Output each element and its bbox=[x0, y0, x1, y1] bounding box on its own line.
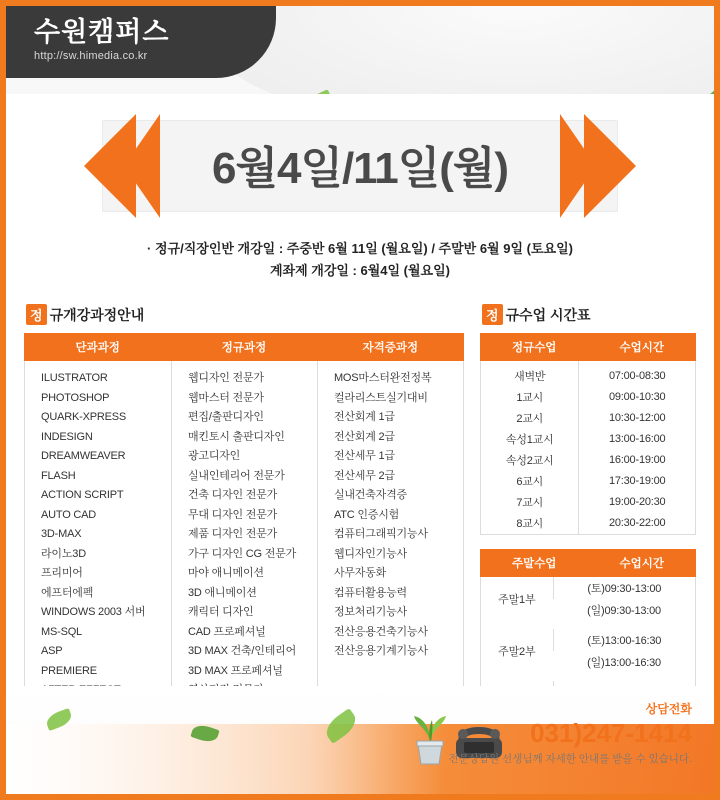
course-item: ILUSTRATOR bbox=[41, 372, 108, 384]
weekday-class-time: 19:00-20:30 bbox=[579, 492, 696, 513]
course-item: 웹마스터 전문가 bbox=[187, 391, 264, 404]
course-item: ATC 인증시험 bbox=[333, 508, 400, 521]
course-item: 3D-MAX bbox=[41, 528, 82, 540]
hero-title: 6월4일/11일(월) bbox=[212, 144, 508, 193]
course-item: WINDOWS 2003 서버 bbox=[41, 606, 146, 618]
course-item: CAD 프로페셔널 bbox=[187, 625, 266, 638]
contact-phone[interactable]: 031)247-1414 bbox=[530, 718, 692, 748]
table-row bbox=[480, 629, 695, 651]
table-row-spacer bbox=[480, 673, 695, 681]
weekday-class-time: 13:00-16:00 bbox=[579, 429, 696, 450]
campus-name: 수원캠퍼스 bbox=[34, 17, 170, 47]
course-item: FLASH bbox=[41, 469, 76, 482]
weekend-class-time: (일)09:30-13:00 bbox=[587, 604, 661, 617]
page-header bbox=[6, 6, 714, 94]
table-row bbox=[480, 577, 695, 599]
course-item: 편집/출판디자인 bbox=[187, 411, 264, 423]
course-item: 가구 디자인 CG 전문가 bbox=[187, 547, 297, 560]
course-item: 전산세무 1급 bbox=[333, 450, 395, 462]
footer-white-fade bbox=[6, 724, 445, 794]
table-row bbox=[480, 387, 695, 408]
weekday-header-table bbox=[480, 333, 696, 361]
schedule-section-lead: 정 bbox=[482, 304, 503, 325]
schedule-section-title bbox=[480, 304, 696, 325]
weekday-header-1: 수업시간 bbox=[588, 334, 696, 361]
course-item: 캐릭터 디자인 bbox=[187, 606, 254, 618]
course-col-header-1: 정규과정 bbox=[171, 334, 317, 361]
weekday-class-name: 1교시 bbox=[516, 392, 544, 404]
course-item: 전산응용건축기능사 bbox=[333, 625, 428, 638]
weekday-header-0: 정규수업 bbox=[480, 334, 588, 361]
spacer-cell bbox=[480, 621, 695, 629]
course-item: MOS마스터완전정복 bbox=[333, 372, 432, 384]
course-item: INDESIGN bbox=[41, 430, 93, 443]
table-row bbox=[480, 361, 695, 387]
weekend-class-name: 주말1부 bbox=[498, 593, 536, 606]
weekday-class-name: 7교시 bbox=[516, 497, 544, 509]
main-content bbox=[6, 304, 714, 731]
course-item: 실내건축자격증 bbox=[333, 489, 407, 501]
course-section-title bbox=[24, 304, 464, 325]
course-column-1 bbox=[171, 361, 317, 730]
plant-icon bbox=[408, 710, 452, 766]
notice-line-1: · 정규/직장인반 개강일 : 주중반 6월 11일 (월요일) / 주말반 6월 9일 (토요일) bbox=[147, 241, 573, 256]
weekend-header-0: 주말수업 bbox=[480, 549, 588, 576]
course-item: ASP bbox=[41, 645, 63, 657]
campus-url[interactable]: http://sw.himedia.co.kr bbox=[34, 50, 148, 62]
schedule-section-title-text: 규수업 시간표 bbox=[505, 307, 591, 323]
schedule-section bbox=[480, 304, 696, 731]
header-wave-decoration bbox=[204, 6, 714, 94]
weekday-class-time: 09:00-10:30 bbox=[579, 387, 696, 408]
weekday-class-time: 10:30-12:00 bbox=[579, 408, 696, 429]
course-item: ACTION SCRIPT bbox=[41, 489, 124, 501]
course-item: 전산세무 2급 bbox=[333, 469, 395, 482]
course-item: 건축 디자인 전문가 bbox=[187, 489, 278, 501]
notice-line-2: 계좌제 개강일 : 6월4일 (월요일) bbox=[269, 263, 451, 278]
weekend-class-name: 주말2부 bbox=[498, 645, 536, 658]
contact-label: 상담전화 bbox=[645, 702, 692, 716]
table-row bbox=[480, 450, 695, 471]
course-list-wrapper bbox=[24, 361, 464, 731]
course-column-0 bbox=[25, 361, 171, 730]
weekend-header-table bbox=[480, 549, 696, 577]
table-row bbox=[480, 408, 695, 429]
table-row bbox=[480, 471, 695, 492]
course-item: 웹디자인 전문가 bbox=[187, 372, 264, 384]
weekend-header-1: 수업시간 bbox=[588, 549, 696, 576]
weekday-class-name: 새벽반 bbox=[514, 371, 546, 383]
course-item: 광고디자인 bbox=[187, 450, 241, 462]
course-item: 전산회계 1급 bbox=[333, 411, 395, 423]
weekend-class-time: (일)13:00-16:30 bbox=[587, 656, 661, 669]
course-item: 에프터에펙 bbox=[41, 586, 94, 599]
course-item: 라이노3D bbox=[41, 547, 86, 560]
weekday-schedule-table bbox=[480, 361, 696, 535]
weekday-class-name: 속성2교시 bbox=[505, 455, 554, 467]
course-col-header-2: 자격증과정 bbox=[317, 334, 463, 361]
course-item: 웹디자인기능사 bbox=[333, 547, 407, 560]
course-item: MS-SQL bbox=[41, 625, 82, 638]
schedule-spacer bbox=[480, 535, 696, 549]
course-item: 프리미어 bbox=[41, 567, 83, 579]
table-row bbox=[480, 513, 695, 535]
course-section bbox=[24, 304, 464, 731]
notice-block bbox=[6, 238, 714, 282]
weekday-class-time: 07:00-08:30 bbox=[579, 361, 696, 387]
weekday-class-name: 8교시 bbox=[516, 518, 544, 530]
course-item: 매킨토시 출판디자인 bbox=[187, 430, 285, 443]
table-row bbox=[480, 492, 695, 513]
table-row bbox=[480, 429, 695, 450]
course-item: 사무자동화 bbox=[333, 567, 387, 579]
course-section-lead: 정 bbox=[26, 304, 47, 325]
table-row-spacer bbox=[480, 621, 695, 629]
course-item: 전산회계 2급 bbox=[333, 430, 395, 443]
course-item: QUARK-XPRESS bbox=[41, 411, 127, 423]
contact-block bbox=[448, 700, 692, 766]
hero-banner bbox=[6, 112, 714, 224]
course-item: DREAMWEAVER bbox=[41, 450, 126, 462]
course-column-2 bbox=[317, 361, 463, 730]
course-section-title-text: 규개강과정안내 bbox=[49, 307, 145, 323]
contact-note: 전문상담원 선생님께 자세한 안내를 받을 수 있습니다. bbox=[448, 753, 692, 765]
course-item: AUTO CAD bbox=[41, 508, 97, 521]
course-item: PHOTOSHOP bbox=[41, 391, 110, 404]
course-item: 컴퓨터활용능력 bbox=[333, 586, 407, 599]
weekday-class-name: 6교시 bbox=[516, 476, 544, 488]
course-item: 컴퓨터그래픽기능사 bbox=[333, 528, 428, 540]
course-item: PREMIERE bbox=[41, 664, 97, 677]
course-item: 무대 디자인 전문가 bbox=[187, 508, 278, 521]
course-col-header-0: 단과과정 bbox=[25, 334, 171, 361]
course-item: 제품 디자인 전문가 bbox=[187, 528, 278, 540]
course-header-table bbox=[24, 333, 464, 361]
weekend-class-time: (토)13:00-16:30 bbox=[553, 629, 695, 651]
campus-identity bbox=[6, 6, 276, 78]
weekday-class-name: 속성1교시 bbox=[505, 434, 554, 446]
course-item: 3D MAX 프로페셔널 bbox=[187, 664, 283, 677]
spacer-cell bbox=[480, 673, 695, 681]
course-item: 전산응용기계기능사 bbox=[333, 645, 428, 657]
weekend-class-time: (토)09:30-13:00 bbox=[553, 577, 695, 599]
weekday-class-time: 20:30-22:00 bbox=[579, 513, 696, 535]
course-item: 3D 애니메이션 bbox=[187, 586, 257, 599]
page-footer bbox=[6, 686, 714, 794]
course-item: 컬라리스트실기대비 bbox=[333, 391, 428, 404]
course-item: 마야 애니메이션 bbox=[187, 567, 264, 579]
course-item: 실내인테리어 전문가 bbox=[187, 469, 285, 482]
course-item: 정보처리기능사 bbox=[333, 606, 407, 618]
weekday-class-name: 2교시 bbox=[516, 413, 544, 425]
weekday-class-time: 17:30-19:00 bbox=[579, 471, 696, 492]
course-item: 3D MAX 건축/인테리어 bbox=[187, 645, 296, 657]
weekday-class-time: 16:00-19:00 bbox=[579, 450, 696, 471]
